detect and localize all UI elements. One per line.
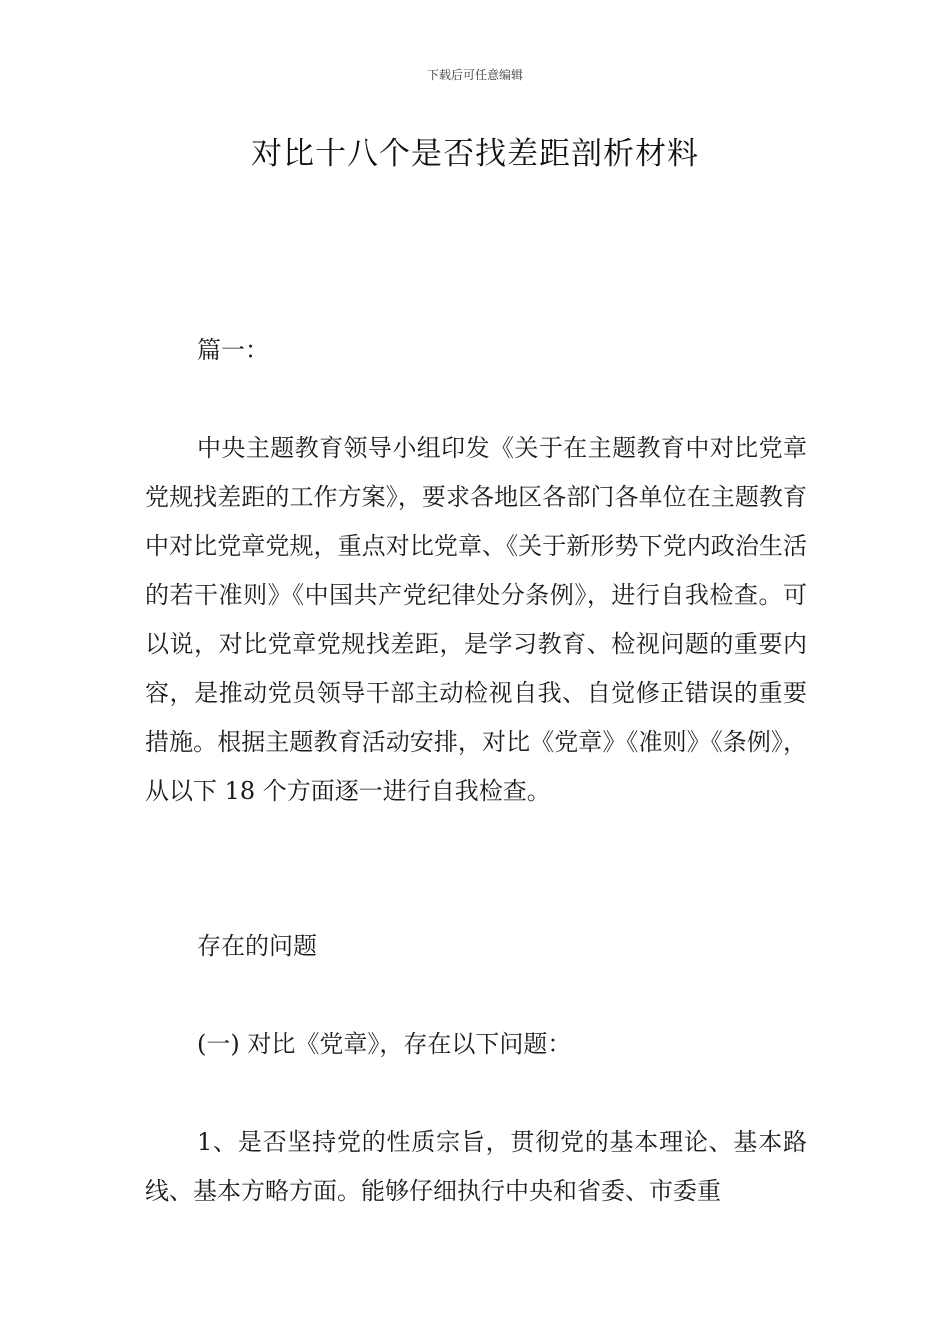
part-label: 篇一： bbox=[197, 336, 269, 364]
subsection-heading: (一) 对比《党章》，存在以下问题： bbox=[197, 1030, 572, 1058]
header-note: 下载后可任意编辑 bbox=[426, 68, 523, 82]
list-item-1: 1、是否坚持党的性质宗旨，贯彻党的基本理论、基本路线、基本方略方面。能够仔细执行中央和省委、市委重 bbox=[145, 1128, 807, 1205]
document-title: 对比十八个是否找差距剖析材料 bbox=[251, 136, 699, 172]
section-heading: 存在的问题 bbox=[197, 932, 317, 960]
intro-paragraph: 中央主题教育领导小组印发《关于在主题教育中对比党章党规找差距的工作方案》，要求各地区各部门各单位在主题教育中对比党章党规，重点对比党章、《关于新形势下党内政治生活的若干准则》《中国共产党纪律处分条例》，进行自我检查。可以说，对比党章党规找差距，是学习教育、检视问题的重要内容，是推动党员领导干部主动检视自我、自觉修正错误的重要措施。根据主题教育活动安排，对比《党章》《准则》《条例》，从以下 18 个方面逐一进行自我检查。 bbox=[145, 434, 807, 805]
